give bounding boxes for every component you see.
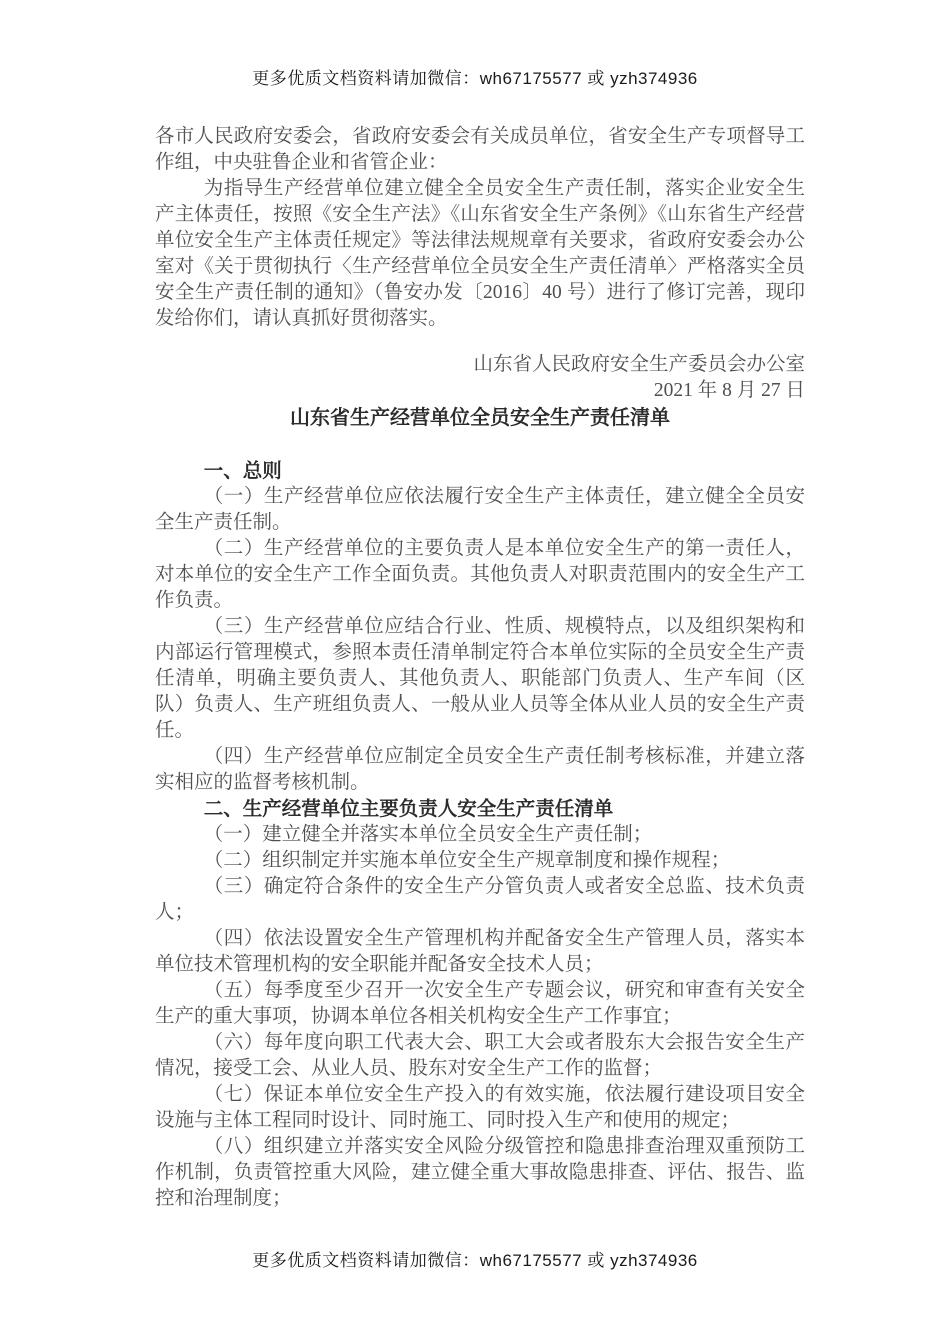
- section-1-item-3: （三）生产经营单位应结合行业、性质、规模特点，以及组织架构和内部运行管理模式，参照本责任清单制定符合本单位实际的全员安全生产责任清单，明确主要负责人、其他负责人、职能部门负责人、生产车间（区队）负责人、生产班组负责人、一般从业人员等全体从业人员的安全生产责任。: [155, 616, 805, 741]
- section-2-item-1: （一）建立健全并落实本单位全员安全生产责任制；: [203, 824, 653, 845]
- document-title: 山东省生产经营单位全员安全生产责任清单: [290, 407, 670, 429]
- section-2-item-6: （六）每年度向职工代表大会、职工大会或者股东大会报告安全生产情况，接受工会、从业人员、股东对安全生产工作的监督；: [155, 1032, 805, 1079]
- section-2-heading: 二、生产经营单位主要负责人安全生产责任清单: [203, 798, 614, 820]
- section-2-item-4: （四）依法设置安全生产管理机构并配备安全生产管理人员，落实本单位技术管理机构的安全职能并配备安全技术人员；: [155, 928, 805, 975]
- section-1-item-1: （一）生产经营单位应依法履行安全生产主体责任，建立健全全员安全生产责任制。: [155, 486, 805, 533]
- section-2-item-7: （七）保证本单位安全生产投入的有效实施，依法履行建设项目安全设施与主体工程同时设计、同时施工、同时投入生产和使用的规定；: [155, 1084, 805, 1131]
- section-2-item-2: （二）组织制定并实施本单位安全生产规章制度和操作规程；: [203, 850, 731, 871]
- signature-date: 2021 年 8 月 27 日: [653, 380, 805, 401]
- section-1-heading: 一、总则: [203, 460, 282, 482]
- section-2-item-3: （三）确定符合条件的安全生产分管负责人或者安全总监、技术负责人；: [155, 876, 805, 923]
- salutation: 各市人民政府安委会，省政府安委会有关成员单位，省安全生产专项督导工作组，中央驻鲁企业和省管企业：: [155, 126, 805, 173]
- header-watermark-note: 更多优质文档资料请加微信：wh67175577 或 yzh374936: [252, 69, 698, 88]
- section-1-item-2: （二）生产经营单位的主要负责人是本单位安全生产的第一责任人，对本单位的安全生产工作全面负责。其他负责人对职责范围内的安全生产工作负责。: [155, 538, 805, 611]
- section-1-item-4: （四）生产经营单位应制定全员安全生产责任制考核标准，并建立落实相应的监督考核机制。: [155, 746, 805, 793]
- footer-watermark-note: 更多优质文档资料请加微信：wh67175577 或 yzh374936: [252, 1251, 698, 1270]
- document-body: [155, 124, 805, 1212]
- section-2-item-5: （五）每季度至少召开一次安全生产专题会议，研究和审查有关安全生产的重大事项，协调本单位各相关机构安全生产工作事宜；: [155, 980, 805, 1027]
- section-2-item-8: （八）组织建立并落实安全风险分级管控和隐患排查治理双重预防工作机制，负责管控重大风险，建立健全重大事故隐患排查、评估、报告、监控和治理制度；: [155, 1136, 805, 1209]
- intro-paragraph: 为指导生产经营单位建立健全全员安全生产责任制，落实企业安全生产主体责任，按照《安全生产法》《山东省安全生产条例》《山东省生产经营单位安全生产主体责任规定》等法律法规规章有关要求，省政府安委会办公室对《关于贯彻执行〈生产经营单位全员安全生产责任清单〉严格落实全员安全生产责任制的通知》（鲁安办发〔2016〕40 号）进行了修订完善，现印发给你们，请认真抓好贯彻落实。: [155, 178, 805, 329]
- signature-org: 山东省人民政府安全生产委员会办公室: [473, 354, 805, 375]
